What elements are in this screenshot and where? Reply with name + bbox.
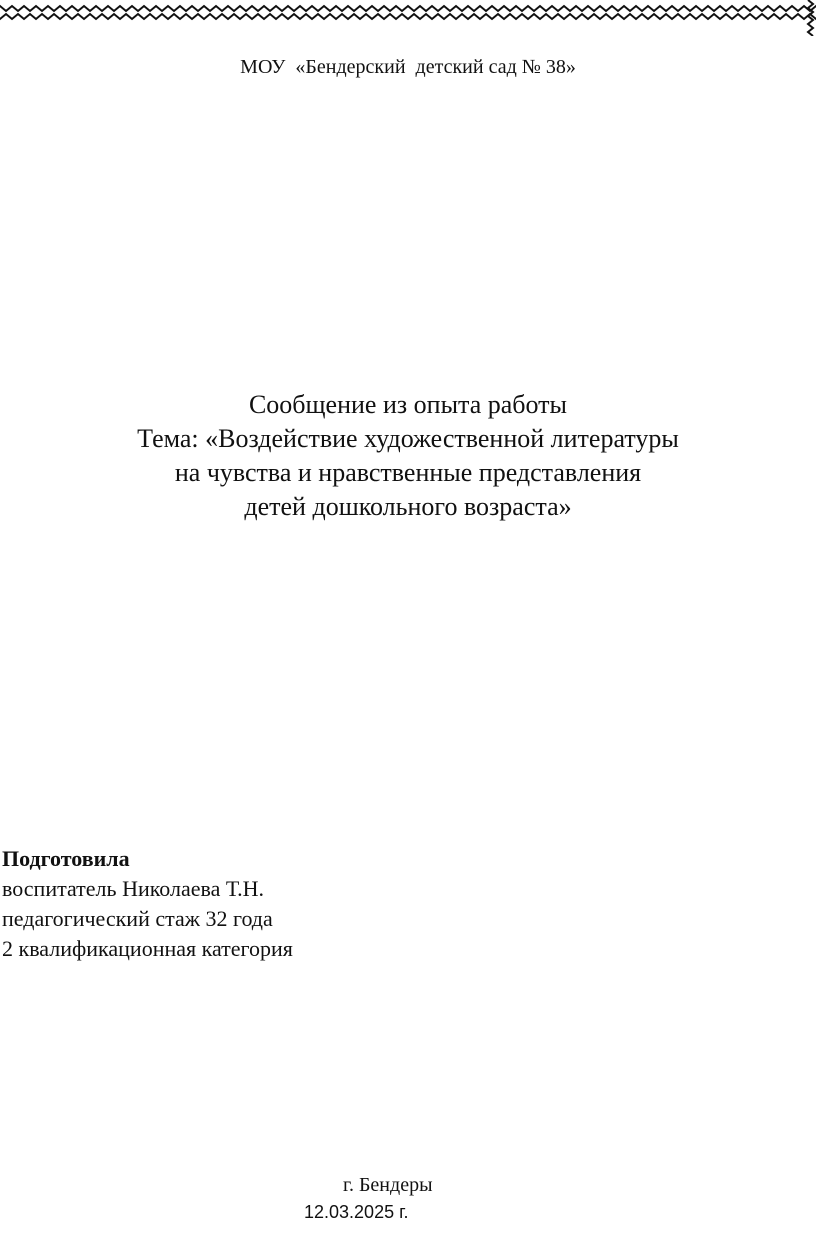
zigzag-border-graphic [0,0,816,36]
topic-title-line-1: Тема: «Воздействие художественной литературы [137,424,679,453]
report-topic [0,388,816,524]
zigzag-line [0,14,816,19]
author-position: воспитатель Николаева Т.Н. [2,876,265,901]
topic-title-line-2: на чувства и нравственные представления [174,458,642,487]
author-experience: педагогический стаж 32 года [2,906,273,931]
topic-title-line-3: детей дошкольного возраста» [244,492,572,521]
author-category: 2 квалификационная категория [2,936,293,961]
decorative-zigzag-border [0,0,816,36]
city-name: г. Бендеры [343,1174,433,1196]
report-type-line: Сообщение из опыта работы [248,390,568,419]
zigzag-corner [808,0,813,36]
prepared-by-heading: Подготовила [2,846,130,871]
author-block [2,844,293,964]
organization-name: МОУ «Бендерский детский сад № 38» [240,56,576,78]
document-date: 12.03.2025 г. [304,1202,409,1222]
zigzag-line [0,6,816,11]
